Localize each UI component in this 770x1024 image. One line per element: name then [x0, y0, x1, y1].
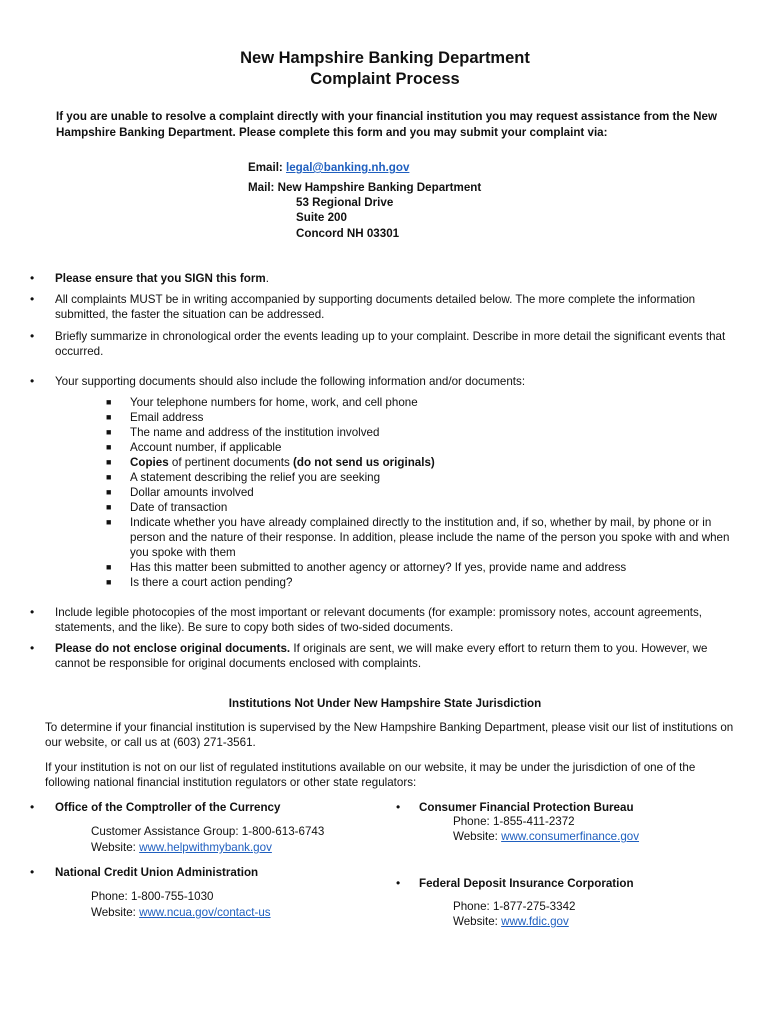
occ-name: Office of the Comptroller of the Currency [55, 801, 281, 814]
page-subtitle: Complaint Process [310, 70, 460, 88]
bullet-photocopies: Include legible photocopies of the most important or relevant documents (for example: promissory notes, account agreements, statements, and the like). Be sure to copy both sides of two-sided documents. [55, 606, 703, 634]
address-line-1: 53 Regional Drive [296, 196, 394, 209]
occ-website-link[interactable]: www.helpwithmybank.gov [139, 841, 272, 854]
square-bullet-icon: ■ [106, 427, 112, 437]
fdic-website: Website: www.fdic.gov [453, 915, 569, 928]
list-item: A statement describing the relief you are seeking [130, 471, 381, 484]
cfpb-phone: Phone: 1-855-411-2372 [453, 815, 575, 828]
email-link[interactable]: legal@banking.nh.gov [286, 161, 410, 174]
bullet-icon: • [30, 800, 35, 814]
jurisdiction-paragraph-1: To determine if your financial institution is supervised by the New Hampshire Banking Department, please visit our list of institutions on our website, or call us at (603) 271-3561. [45, 721, 734, 749]
bullet-icon: • [30, 329, 35, 343]
list-item: Date of transaction [130, 501, 228, 514]
bullet-originals: Please do not enclose original documents. If originals are sent, we will make every effort to return them to you. However, we cannot be responsible for original documents enclosed with complaints. [55, 642, 708, 670]
occ-phone: Customer Assistance Group: 1-800-613-6743 [91, 825, 325, 838]
bullet-supporting: Your supporting documents should also include the following information and/or documents: [55, 375, 526, 388]
fdic-name: Federal Deposit Insurance Corporation [419, 877, 634, 890]
fdic-website-link[interactable]: www.fdic.gov [501, 915, 569, 928]
cfpb-website-link[interactable]: www.consumerfinance.gov [501, 830, 640, 843]
list-item: Copies of pertinent documents (do not send us originals) [130, 456, 435, 469]
ncua-website-link[interactable]: www.ncua.gov/contact-us [139, 906, 271, 919]
bullet-icon: • [30, 605, 35, 619]
list-item: Your telephone numbers for home, work, and cell phone [130, 396, 418, 409]
square-bullet-icon: ■ [106, 502, 112, 512]
square-bullet-icon: ■ [106, 472, 112, 482]
bullet-writing: All complaints MUST be in writing accompanied by supporting documents detailed below. The more complete the information submitted, the faster the situation can be addressed. [55, 293, 696, 321]
list-item: Is there a court action pending? [130, 576, 293, 589]
list-item: The name and address of the institution involved [130, 426, 380, 439]
bullet-icon: • [396, 800, 401, 814]
bullet-icon: • [396, 876, 401, 890]
occ-website: Website: www.helpwithmybank.gov [91, 841, 272, 854]
fdic-phone: Phone: 1-877-275-3342 [453, 900, 576, 913]
bullet-icon: • [30, 865, 35, 879]
square-bullet-icon: ■ [106, 487, 112, 497]
list-item: Has this matter been submitted to another agency or attorney? If yes, provide name and address [130, 561, 627, 574]
email-line [248, 160, 409, 175]
bullet-icon: • [30, 641, 35, 655]
bullet-sign: Please ensure that you SIGN this form. [55, 272, 269, 285]
list-item: Account number, if applicable [130, 441, 282, 454]
bullet-icon: • [30, 271, 35, 285]
square-bullet-icon: ■ [106, 442, 112, 452]
square-bullet-icon: ■ [106, 577, 112, 587]
section-title: Institutions Not Under New Hampshire State Jurisdiction [228, 697, 542, 710]
square-bullet-icon: ■ [106, 412, 112, 422]
ncua-name: National Credit Union Administration [55, 866, 259, 879]
list-item: Email address [130, 411, 204, 424]
square-bullet-icon: ■ [106, 517, 112, 527]
intro-paragraph: If you are unable to resolve a complaint directly with your financial institution you may request assistance from the New Hampshire Banking Department. Please complete this form and you may submit your complaint via: [56, 110, 718, 139]
square-bullet-icon: ■ [106, 457, 112, 467]
bullet-icon: • [30, 292, 35, 306]
ncua-website: Website: www.ncua.gov/contact-us [91, 906, 271, 919]
bullet-summarize: Briefly summarize in chronological order the events leading up to your complaint. Describe in more detail the significant events that occurred. [55, 330, 726, 358]
mail-line: Mail: New Hampshire Banking Department [248, 181, 482, 194]
ncua-phone: Phone: 1-800-755-1030 [91, 890, 214, 903]
list-item: Dollar amounts involved [130, 486, 254, 499]
email-label: Email: [248, 161, 287, 174]
page-title: New Hampshire Banking Department [240, 49, 530, 67]
bullet-icon: • [30, 374, 35, 388]
jurisdiction-paragraph-2: If your institution is not on our list of regulated institutions available on our website, it may be under the jurisdiction of one of the following national financial institution regulators or other state regulators: [45, 761, 696, 789]
square-bullet-icon: ■ [106, 562, 112, 572]
cfpb-website: Website: www.consumerfinance.gov [453, 830, 640, 843]
cfpb-name: Consumer Financial Protection Bureau [419, 801, 634, 814]
address-line-3: Concord NH 03301 [296, 227, 400, 240]
square-bullet-icon: ■ [106, 397, 112, 407]
list-item: Indicate whether you have already complained directly to the institution and, if so, whether by mail, by phone or in person and the nature of their response. In addition, please include the name of the person you spoke with and when you spoke with them [130, 516, 730, 559]
address-line-2: Suite 200 [296, 211, 347, 224]
